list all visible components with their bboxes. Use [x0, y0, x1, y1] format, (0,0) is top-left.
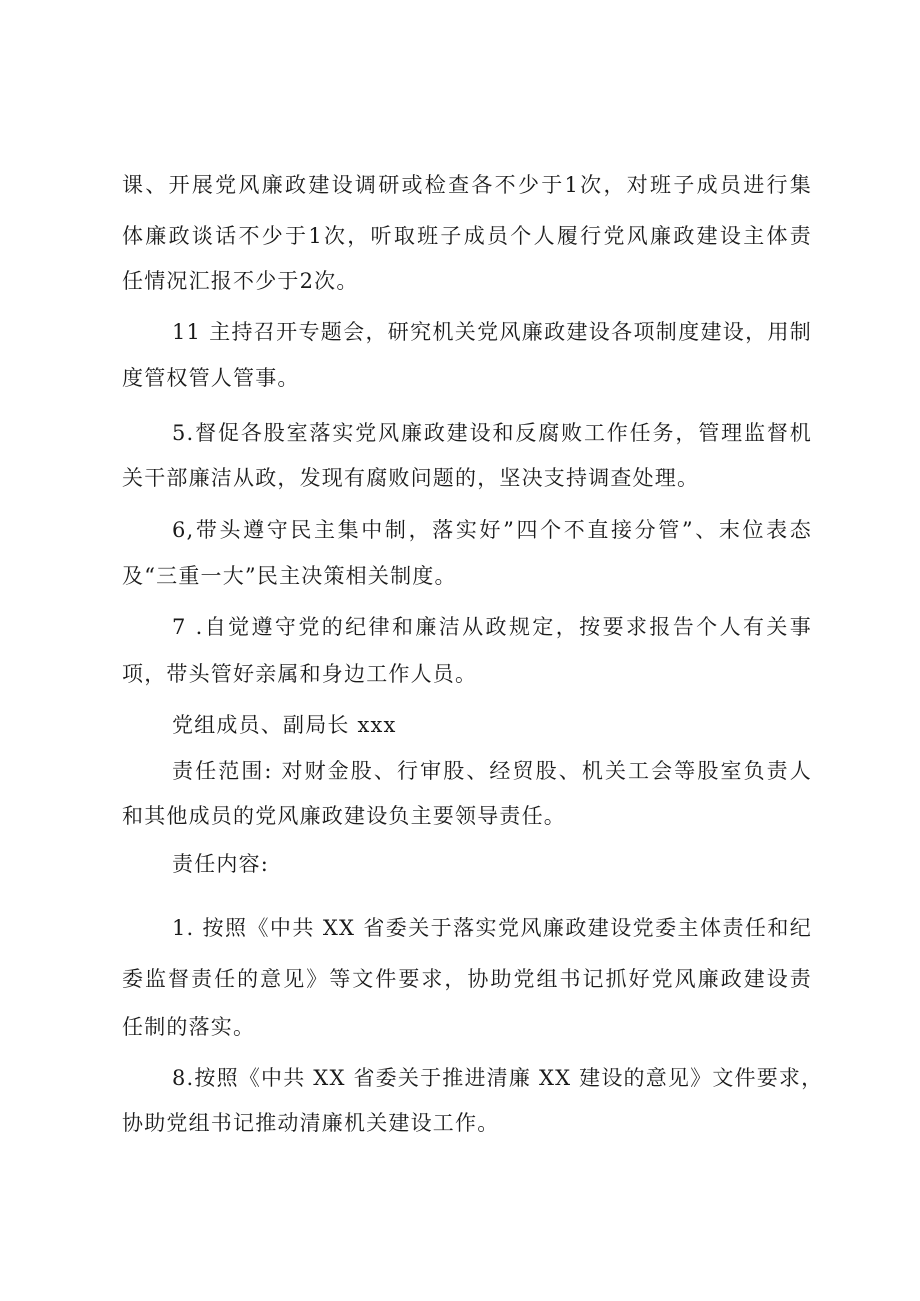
text-line: 度管权管人管事。: [122, 366, 300, 390]
text-line: 任情况汇报不少于2次。: [122, 269, 359, 293]
text-line: 1. 按照《中共 XX 省委关于落实党风廉政建设党委主体责任和纪: [172, 916, 812, 940]
text-line: 6,带头遵守民主集中制，落实好”四个不直接分管”、末位表态: [172, 518, 812, 542]
text-line: 及“三重一大”民主决策相关制度。: [122, 564, 457, 588]
text-line: 协助党组书记推动清廉机关建设工作。: [122, 1111, 500, 1135]
section-heading: 责任内容:: [172, 852, 270, 876]
text-line: 8.按照《中共 XX 省委关于推进清廉 XX 建设的意见》文件要求，: [172, 1066, 824, 1090]
text-line: 7 .自觉遵守党的纪律和廉洁从政规定，按要求报告个人有关事: [172, 615, 812, 639]
section-heading: 党组成员、副局长 xxx: [172, 713, 397, 737]
text-line: 和其他成员的党风廉政建设负主要领导责任。: [122, 804, 566, 828]
text-line: 体廉政谈话不少于1次，听取班子成员个人履行党风廉政建设主体责: [122, 224, 812, 248]
text-line: 委监督责任的意见》等文件要求，协助党组书记抓好党风廉政建设责: [122, 967, 812, 991]
text-line: 关干部廉洁从政，发现有腐败问题的，坚决支持调查处理。: [122, 466, 700, 490]
text-line: 任制的落实。: [122, 1015, 256, 1039]
text-line: 课、开展党风廉政建设调研或检查各不少于1次，对班子成员进行集: [122, 173, 812, 197]
text-line: 项，带头管好亲属和身边工作人员。: [122, 662, 478, 686]
text-line: 11 主持召开专题会，研究机关党风廉政建设各项制度建设，用制: [172, 320, 812, 344]
text-line: 5.督促各股室落实党风廉政建设和反腐败工作任务，管理监督机: [172, 421, 812, 445]
text-line: 责任范围: 对财金股、行审股、经贸股、机关工会等股室负责人: [172, 759, 812, 783]
